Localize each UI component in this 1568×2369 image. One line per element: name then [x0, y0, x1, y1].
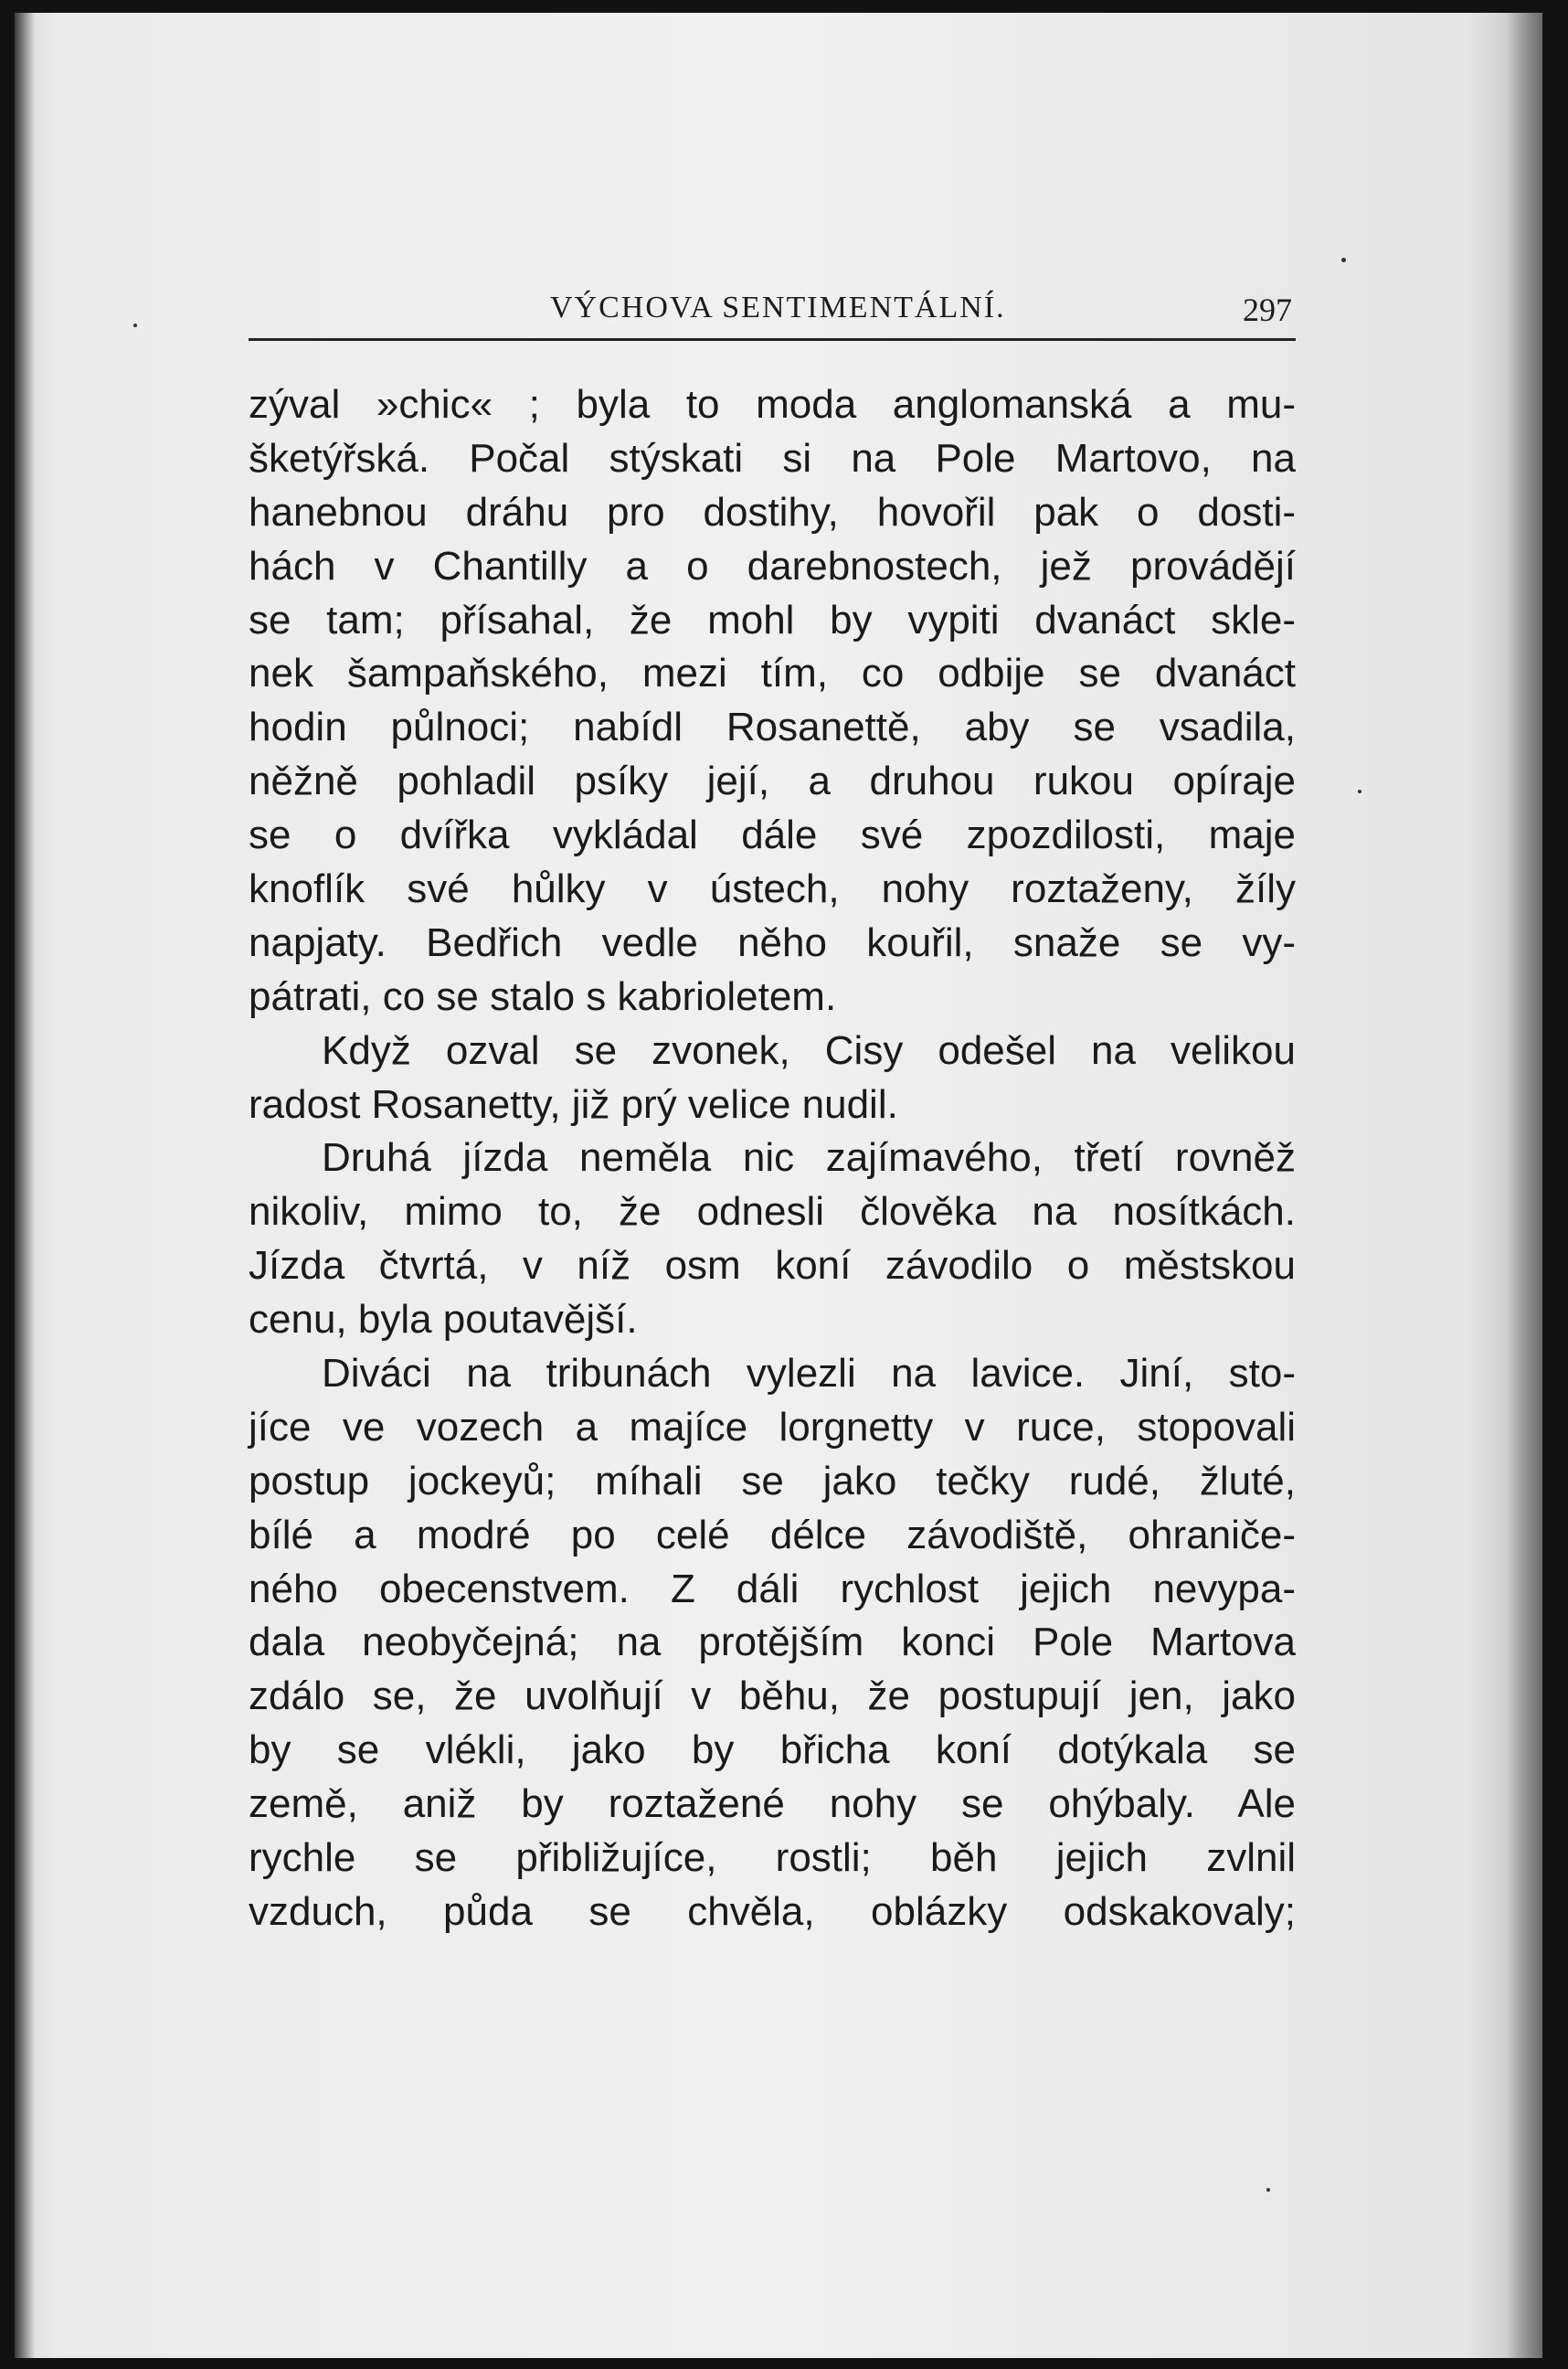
- text-line: zýval »chic« ; byla to moda anglomanská a mu-: [249, 382, 1296, 427]
- book-page: [15, 13, 1542, 2358]
- text-line: knoflík své hůlky v ústech, nohy roztaženy, žíly: [249, 866, 1296, 912]
- text-line: nek šampaňského, mezi tím, co odbije se dvanáct: [249, 651, 1296, 696]
- text-line: Diváci na tribunách vylezli na lavice. Jiní, sto-: [322, 1351, 1296, 1397]
- text-line: něžně pohladil psíky její, a druhou rukou opíraje: [249, 759, 1296, 804]
- text-line: se tam; přísahal, že mohl by vypiti dvanáct skle-: [249, 597, 1296, 643]
- body-text: [249, 378, 1296, 1939]
- text-line: napjaty. Bedřich vedle něho kouřil, snaže se vy-: [249, 919, 1296, 965]
- text-line: pátrati, co se stalo s kabrioletem.: [249, 973, 837, 1019]
- text-line: zdálo se, že uvolňují v běhu, že postupují jen, jako: [249, 1673, 1296, 1719]
- text-line: Jízda čtvrtá, v níž osm koní závodilo o městskou: [249, 1243, 1296, 1289]
- text-line: se o dvířka vykládal dále své zpozdilosti, maje: [249, 813, 1296, 858]
- text-line: bílé a modré po celé délce závodiště, ohraniče-: [249, 1512, 1296, 1557]
- text-line: nikoliv, mimo to, že odnesli člověka na nosítkách.: [249, 1189, 1296, 1235]
- text-line: by se vlékli, jako by břicha koní dotýkala se: [249, 1727, 1296, 1773]
- scan-speck: [1358, 790, 1361, 793]
- text-line: hanebnou dráhu pro dostihy, hovořil pak o dosti-: [249, 489, 1296, 535]
- text-line: Když ozval se zvonek, Cisy odešel na velikou: [322, 1027, 1296, 1073]
- running-title: VÝCHOVA SENTIMENTÁLNÍ.: [550, 291, 1006, 324]
- text-line: hodin půlnoci; nabídl Rosanettě, aby se vsadila,: [249, 705, 1296, 750]
- scan-speck: [133, 324, 137, 327]
- page-edge-shadow: [1506, 13, 1542, 2358]
- text-line: jíce ve vozech a majíce lorgnetty v ruce, stopovali: [249, 1404, 1296, 1450]
- page-header: [249, 283, 1296, 341]
- text-line: rychle se přibližujíce, rostli; běh jejich zvlnil: [249, 1835, 1296, 1881]
- text-line: vzduch, půda se chvěla, oblázky odskakovaly;: [249, 1888, 1296, 1934]
- text-line: šketýřská. Počal stýskati si na Pole Martovo, na: [249, 435, 1296, 481]
- text-line: hách v Chantilly a o darebnostech, jež provádějí: [249, 543, 1296, 589]
- text-line: Druhá jízda neměla nic zajímavého, třetí rovněž: [322, 1135, 1296, 1181]
- text-line: radost Rosanetty, již prý velice nudil.: [249, 1081, 898, 1127]
- text-line: ného obecenstvem. Z dáli rychlost jejich nevypa-: [249, 1566, 1296, 1611]
- scan-speck: [1266, 2188, 1270, 2192]
- page-gutter-shadow: [15, 13, 35, 2358]
- scan-speck: [1341, 258, 1346, 262]
- text-line: cenu, byla poutavější.: [249, 1297, 638, 1343]
- text-line: dala neobyčejná; na protějším konci Pole Martova: [249, 1620, 1296, 1665]
- text-line: země, aniž by roztažené nohy se ohýbaly. Ale: [249, 1781, 1296, 1827]
- page-number: 297: [1243, 292, 1292, 328]
- text-line: postup jockeyů; míhali se jako tečky rudé, žluté,: [249, 1458, 1296, 1503]
